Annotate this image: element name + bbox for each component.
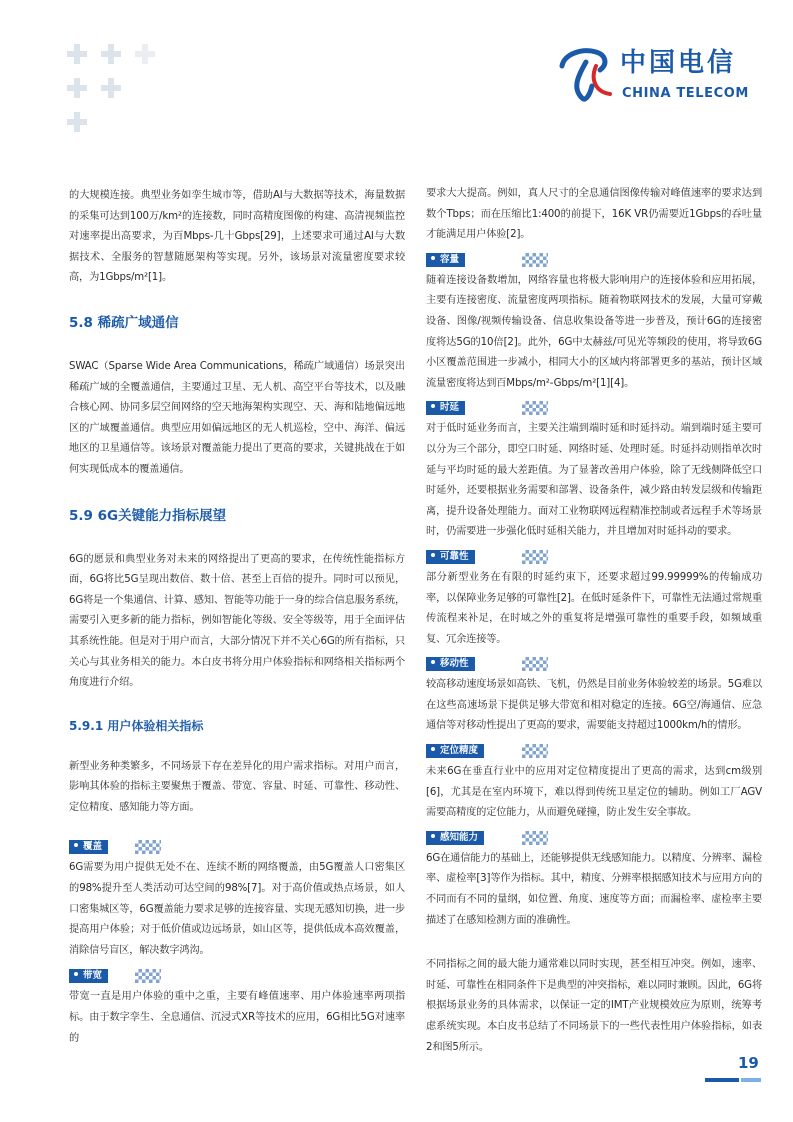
decor-plus-icon: [135, 44, 155, 64]
decor-plus-icon: [101, 78, 121, 98]
page-number: 19: [738, 1054, 759, 1072]
decor-plus-icon: [67, 112, 87, 132]
bullet-icon: [74, 972, 78, 976]
checker-pattern-icon: [135, 840, 161, 854]
tag-mobility: [426, 657, 762, 671]
tag-sensing-label: 感知能力: [440, 831, 479, 843]
decor-plus-icon: [67, 78, 87, 98]
checker-pattern-icon: [522, 657, 548, 671]
checker-pattern-icon: [522, 253, 548, 267]
china-telecom-emblem-icon: [556, 44, 616, 104]
decor-plus-icon: [101, 44, 121, 64]
tag-bandwidth-label: 带宽: [83, 970, 103, 982]
checker-pattern-icon: [522, 401, 548, 415]
bullet-icon: [74, 843, 78, 847]
bandwidth-paragraph: 带宽一直是用户体验的重中之重，主要有峰值速率、用户体验速率两项指标。由于数字孪生、全息通信、沉浸式XR等技术的应用，6G相比5G对速率的: [69, 991, 405, 1044]
tag-reliability-label: 可靠性: [440, 550, 469, 562]
right-column: [426, 184, 762, 1058]
footer-bar-light: [741, 1078, 761, 1082]
summary-paragraph: 不同指标之间的最大能力通常难以同时实现，甚至相互冲突。例如，速率、时延、可靠性在相同条件下是典型的冲突指标，难以同时兼顾。因此，6G将根据场景业务的具体需求，以保证一定的IMT产业规模效应为原则，统筹考虑系统实现。本白皮书总结了不同场景下的一些代表性用户体验指标，如表2和图5所示。: [426, 959, 762, 1053]
latency-paragraph: 对于低时延业务而言，主要关注端到端时延和时延抖动。端到端时延主要可以分为三个部分，即空口时延、网络时延、处理时延。时延抖动则指单次时延与平均时延的最大差距值。为了显著改善用户体验，除了无线侧降低空口时延外，还要根据业务需要和部署、设备条件，减少路由转发层级和传输距离，提升设备处理能力。面对工业物联网远程精准控制或者远程手术等场景时，仍需要进一步强化低时延相关能力，并且增加对时延抖动的要求。: [426, 423, 762, 538]
tag-positioning: [426, 744, 762, 758]
tag-sensing: [426, 831, 762, 845]
tag-coverage: [69, 840, 405, 854]
tag-reliability: [426, 550, 762, 564]
decor-plus-icon: [67, 44, 87, 64]
tag-coverage-label: 覆盖: [83, 841, 103, 853]
section-5-9-paragraph: 6G的愿景和典型业务对未来的网络提出了更高的要求，在传统性能指标方面，6G将比5G呈现出数倍、数十倍、甚至上百倍的提升。同时可以预见，6G将是一个集通信、计算、感知、智能等功能于一身的综合信息服务系统，需要引入更多新的能力指标，例如智能化等级、安全等级等，用于全面评估其系统性能。但是对于用户而言，大部分情况下并不关心6G的所有指标，只关心与其业务相关的能力。本白皮书将分用户体验指标和网络相关指标两个角度进行介绍。: [69, 553, 405, 689]
china-telecom-logo: [556, 42, 761, 104]
bullet-icon: [431, 660, 435, 664]
checker-pattern-icon: [522, 550, 548, 564]
tag-positioning-label: 定位精度: [440, 745, 479, 757]
capacity-paragraph: 随着连接设备数增加，网络容量也将极大影响用户的连接体验和应用拓展，主要有连接密度、流量密度两项指标。随着物联网技术的发展，大量可穿戴设备、图像/视频传输设备、信息收集设备等进一步普及，预计6G的连接密度将达5G的10倍[2]。此外，6G中太赫兹/可见光等频段的使用，将导致6G小区覆盖范围进一步减小，相同大小的区域内将部署更多的基站，预计区域流量密度将达到百Mbps/m²-Gbps/m²[1][4]。: [426, 274, 762, 389]
tag-latency-label: 时延: [440, 402, 460, 414]
bullet-icon: [431, 834, 435, 838]
section-5-9-heading: 5.9 6G关键能力指标展望: [69, 507, 227, 524]
tag-mobility-label: 移动性: [440, 658, 469, 670]
checker-pattern-icon: [522, 744, 548, 758]
section-5-8-paragraph: SWAC（Sparse Wide Area Communications，稀疏广域通信）场景突出稀疏广域的全覆盖通信，主要通过卫星、无人机、高空平台等技术，以及融合核心网、协同多层空间网络的空天地海架构实现空、天、海和陆地偏远地区的广域覆盖通信。典型应用如偏远地区的无人机巡检，空中、海洋、偏远地区的卫星通信等。该场景对覆盖能力提出了更高的要求，关键挑战在于如何实现低成本的覆盖通信。: [69, 360, 405, 475]
tag-capacity-label: 容量: [440, 253, 460, 265]
checker-pattern-icon: [135, 969, 161, 983]
bullet-icon: [431, 553, 435, 557]
section-5-9-1-paragraph: 新型业务种类繁多，不同场景下存在差异化的用户需求指标。对用户而言，影响其体验的指标主要聚焦于覆盖、带宽、容量、时延、可靠性、移动性、定位精度、感知能力等方面。: [69, 760, 405, 813]
tag-bandwidth: [69, 969, 405, 983]
tag-capacity: [426, 253, 762, 267]
mobility-paragraph: 较高移动速度场景如高铁、飞机，仍然是目前业务体验较差的场景。5G难以在这些高速场景下提供足够大带宽和相对稳定的连接。6G空/海通信、应急通信等对移动性提出了更高的要求，需要能支持超过1000km/h的情形。: [426, 679, 762, 732]
footer-bar-dark: [705, 1078, 739, 1082]
checker-pattern-icon: [522, 831, 548, 845]
section-5-8-heading: 5.8 稀疏广域通信: [69, 314, 179, 331]
coverage-paragraph: 6G需要为用户提供无处不在、连续不断的网络覆盖，由5G覆盖人口密集区的98%提升至人类活动可达空间的98%[7]。对于高价值或热点场景，如人口密集城区等，6G覆盖能力要求足够的连接容量、实现无感知切换，进一步提高用户体验；对于低价值或边远场景，如山区等，提供低成本高效覆盖，消除信号盲区，解决数字鸿沟。: [69, 862, 405, 956]
left-intro-paragraph: 的大规模连接。典型业务如孪生城市等，借助AI与大数据等技术，海量数据的采集可达到100万/km²的连接数，同时高精度图像的构建、高清视频监控对速率提出高要求，为百Mbps-几十Gbps[29]，上述要求可通过AI与大数据技术、全服务的智慧随愿架构等实现。另外，该场景对流量密度要求较高，为1Gbps/m²[1]。: [69, 190, 405, 284]
left-column: [69, 186, 405, 1049]
section-5-9-1-heading: 5.9.1 用户体验相关指标: [69, 718, 204, 733]
positioning-paragraph: 未来6G在垂直行业中的应用对定位精度提出了更高的需求，达到cm级别[6]，尤其是在室内环境下，难以得到传统卫星定位的辅助。例如工厂AGV需要高精度的定位能力，从而避免碰撞，防止发生安全事故。: [426, 766, 762, 819]
sensing-paragraph: 6G在通信能力的基础上，还能够提供无线感知能力。以精度、分辨率、漏检率、虚检率[3]等作为指标。其中，精度、分辨率根据感知技术与应用方向的不同而有不同的量纲，如位置、角度、速度等方面；而漏检率、虚检率主要描述了在感知检测方面的准确性。: [426, 852, 762, 926]
bullet-icon: [431, 747, 435, 751]
right-intro-paragraph: 要求大大提高。例如，真人尺寸的全息通信图像传输对峰值速率的要求达到数个Tbps；而在压缩比1:400的前提下，16K VR仍需要近1Gbps的吞吐量才能满足用户体验[2]。: [426, 188, 762, 241]
reliability-paragraph: 部分新型业务在有限的时延约束下，还要求超过99.99999%的传输成功率，以保障业务足够的可靠性[2]。在低时延条件下，可靠性无法通过常规重传流程来补足，在时域之外的重复将是增强可靠性的重要手段，如频域重复、冗余连接等。: [426, 571, 762, 645]
tag-latency: [426, 401, 762, 415]
bullet-icon: [431, 404, 435, 408]
logo-english-name: CHINA TELECOM: [622, 86, 749, 101]
bullet-icon: [431, 256, 435, 260]
logo-chinese-name: 中国电信: [620, 48, 737, 78]
